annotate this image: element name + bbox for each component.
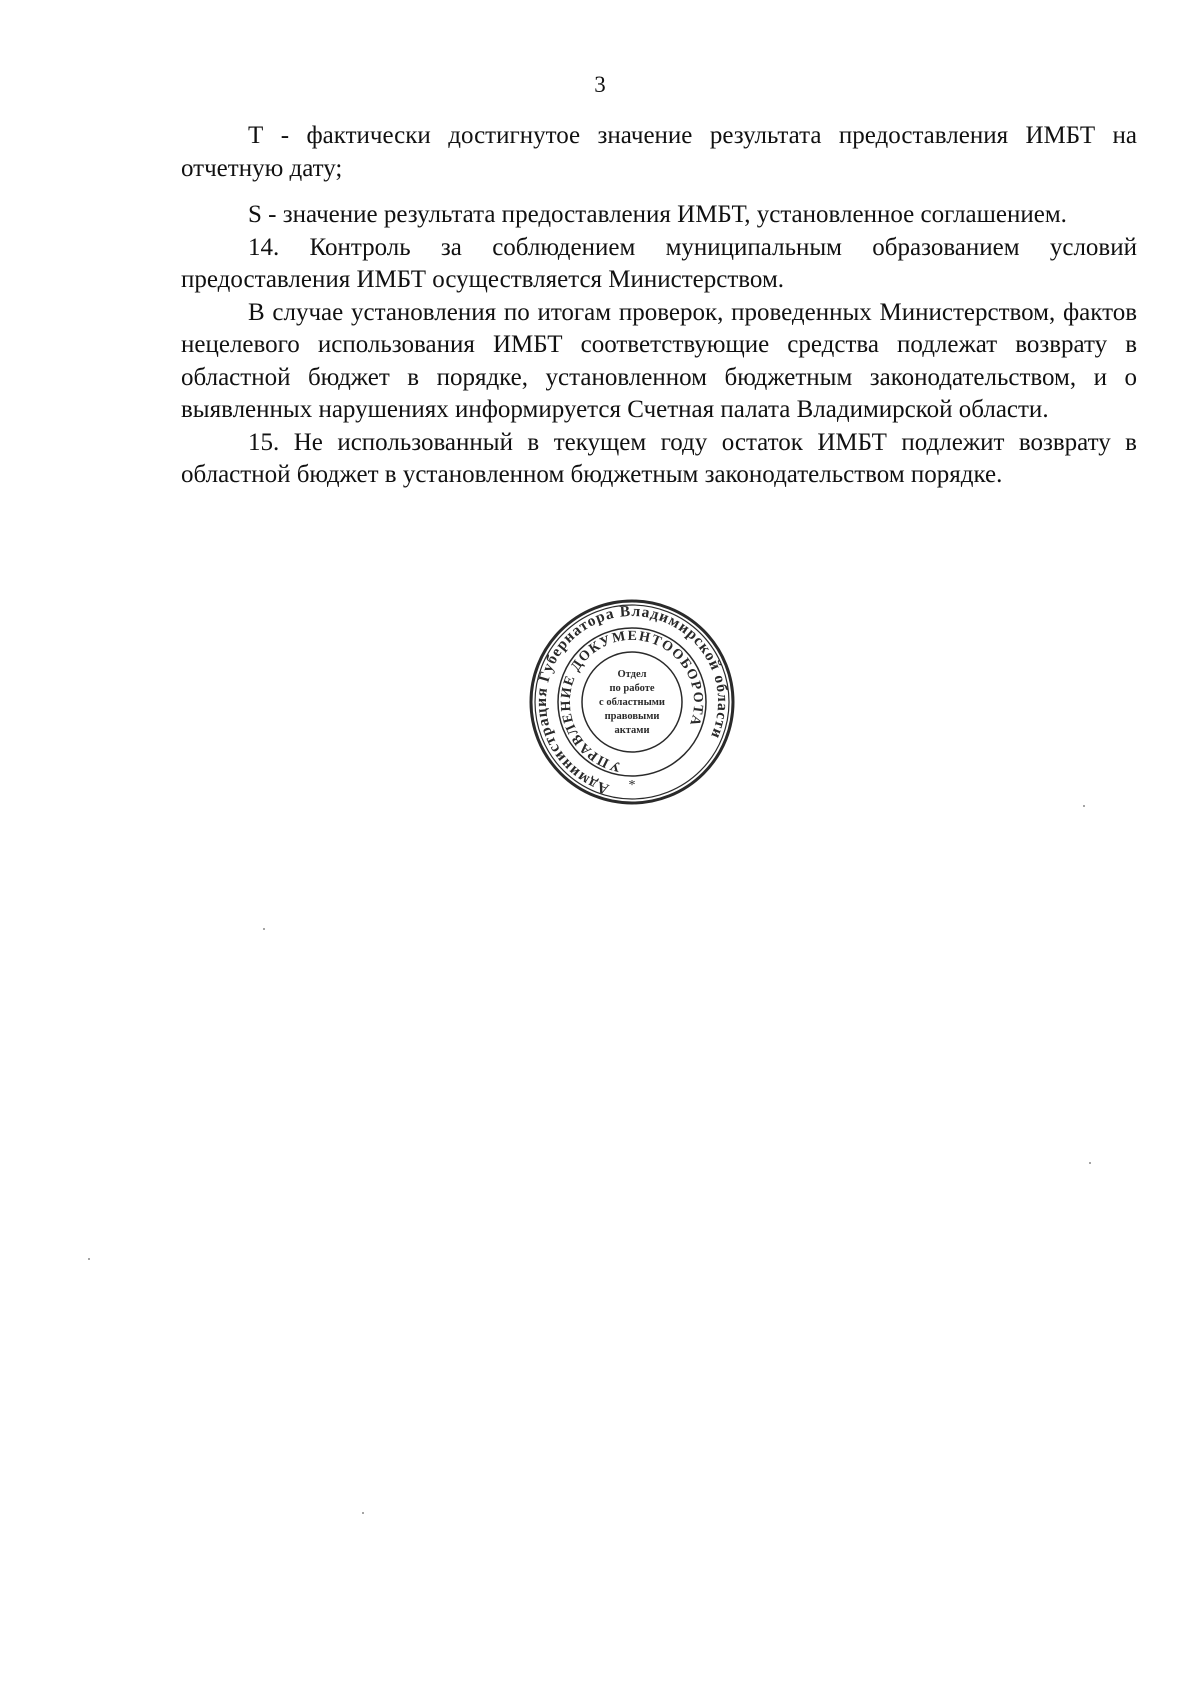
seal-inner-ring-text: УПРАВЛЕНИЕ ДОКУМЕНТООБОРОТА [558, 628, 706, 774]
seal-center-line-1: Отдел [617, 669, 647, 680]
seal-center-line-4: правовыми [604, 711, 660, 722]
seal-star: * [628, 778, 636, 793]
scan-speck [1089, 1162, 1091, 1164]
scan-speck [1083, 805, 1085, 807]
seal-center-line-2: по работе [609, 683, 655, 694]
paragraph-t-definition: Т - фактически достигнутое значение результата предоставления ИМБТ на отчетную дату; [181, 122, 1137, 182]
paragraph-14-control: 14. Контроль за соблюдением муниципальным образованием условий предоставления ИМБТ осуществляется Министерством. [181, 233, 1137, 293]
page-number: 3 [594, 72, 606, 97]
seal-center-line-5: актами [614, 725, 650, 736]
scan-speck [362, 1512, 364, 1514]
scan-speck [88, 1258, 90, 1260]
official-seal-stamp [527, 597, 737, 807]
seal-center-line-3: с областными [599, 697, 665, 708]
paragraph-15-remainder: 15. Не использованный в текущем году остаток ИМБТ подлежит возврату в областной бюджет в установленном бюджетным законодательством порядке. [181, 428, 1137, 488]
paragraph-misuse-return: В случае установления по итогам проверок, проведенных Министерством, фактов нецелевого использования ИМБТ соответствующие средства подлежат возврату в областной бюджет в порядке, установленном бюджетным законодательством, и о выявленных нарушениях информируется Счетная палата Владимирской области. [181, 298, 1137, 423]
paragraph-s-definition: S - значение результата предоставления ИМБТ, установленное соглашением. [248, 201, 1067, 228]
seal-outer-ring-text: Администрация Губернатора Владимирской области [532, 602, 732, 798]
scan-speck [263, 928, 265, 930]
document-body [181, 120, 1137, 492]
